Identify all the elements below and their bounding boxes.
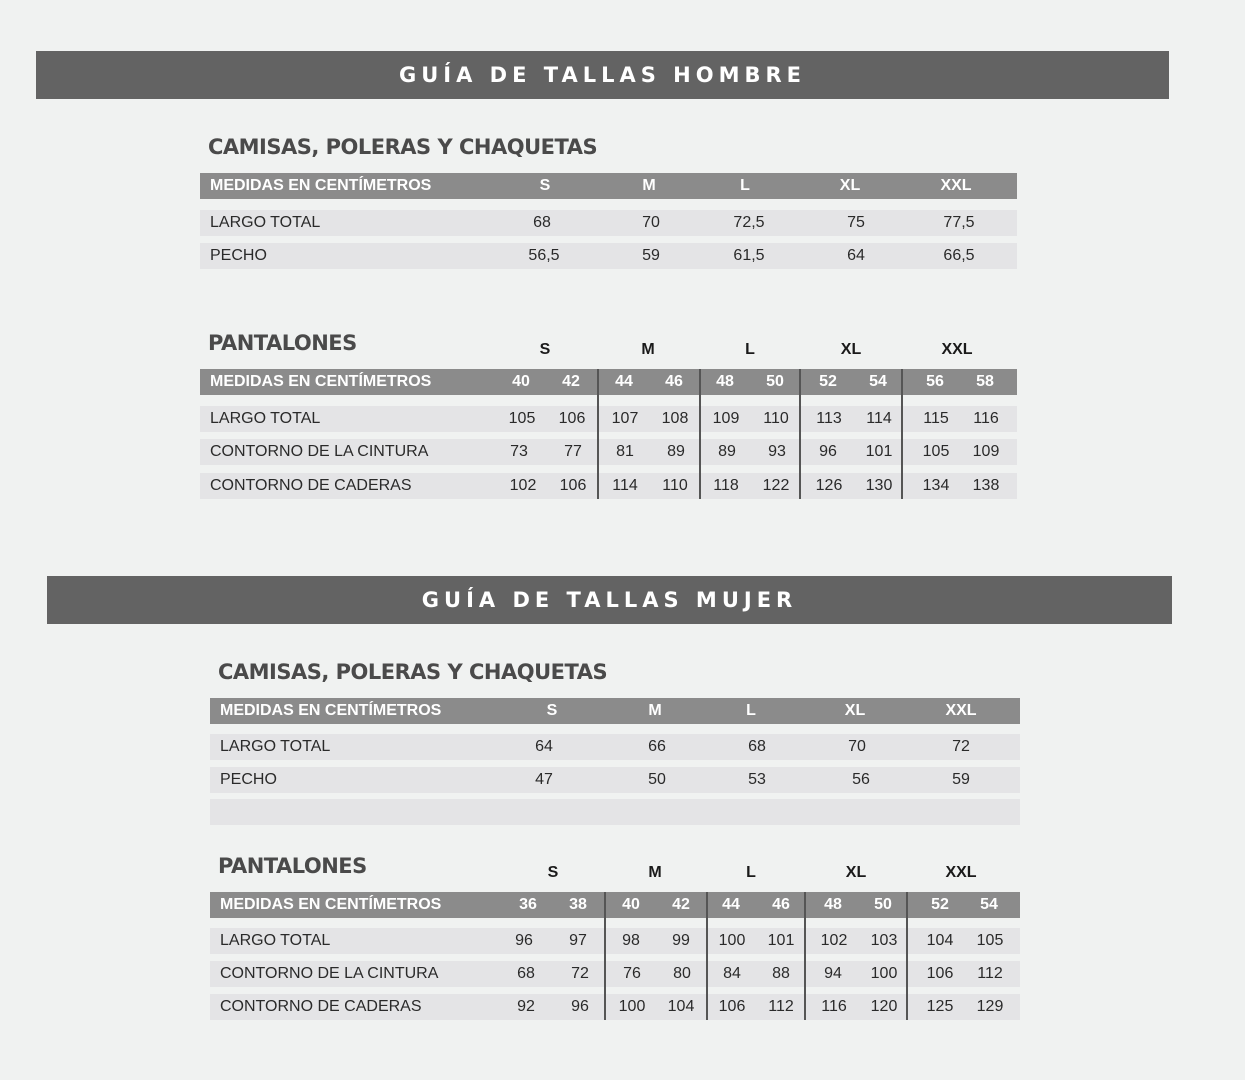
size-divider [706,892,708,1020]
size-number: 42 [562,373,580,390]
cell: 80 [673,965,691,982]
row-label: LARGO TOTAL [220,932,331,949]
cell: 126 [815,477,843,494]
size-xxl: XXL [940,177,972,194]
cell: 120 [870,998,898,1015]
size-number: 58 [976,373,994,390]
size-label-xxl: XXL [941,341,973,358]
cell: 96 [819,443,837,460]
size-number: 44 [722,896,740,913]
cell: 106 [926,965,954,982]
size-m: M [648,702,662,719]
table-row [200,210,1017,236]
cell: 115 [923,410,949,427]
row-label: LARGO TOTAL [220,738,331,755]
cell: 108 [661,410,689,427]
cell: 114 [866,410,892,427]
cell: 64 [847,247,865,264]
cell: 134 [922,477,950,494]
cell: 109 [972,443,1000,460]
cell: 75 [847,214,865,231]
table-row [200,243,1017,269]
banner-mujer: GUÍA DE TALLAS MUJER [47,576,1172,624]
cell: 99 [672,932,690,949]
cell: 106 [718,998,746,1015]
table-row [210,734,1020,760]
cell: 97 [569,932,587,949]
size-number: 36 [519,896,537,913]
size-label-xl: XL [840,341,862,358]
size-xl: XL [839,177,861,194]
cell: 76 [623,965,641,982]
size-label-xl: XL [845,864,867,881]
size-s: S [546,702,558,719]
cell: 109 [712,410,740,427]
size-xl: XL [844,702,866,719]
size-label-l: L [745,341,755,358]
cell: 104 [667,998,695,1015]
table-header [210,698,1020,724]
size-l: L [740,177,750,194]
cell: 56,5 [528,247,560,264]
cell: 96 [571,998,589,1015]
cell: 106 [559,477,587,494]
cell: 113 [816,410,842,427]
cell: 125 [926,998,954,1015]
cell: 94 [824,965,842,982]
size-s: S [539,177,551,194]
table-row [210,767,1020,793]
cell: 72,5 [733,214,765,231]
cell: 70 [642,214,660,231]
cell: 68 [533,214,551,231]
size-label-s: S [547,864,559,881]
cell: 100 [870,965,898,982]
cell: 68 [517,965,535,982]
cell: 66 [648,738,666,755]
cell: 100 [618,998,646,1015]
cell: 66,5 [943,247,975,264]
row-label: PECHO [220,771,277,788]
cell: 88 [772,965,790,982]
table-header [210,892,1020,918]
cell: 89 [667,443,685,460]
size-divider [699,369,701,499]
row-label: CONTORNO DE CADERAS [210,477,412,494]
row-label: LARGO TOTAL [210,214,321,231]
header-label: MEDIDAS EN CENTÍMETROS [220,702,442,719]
cell: 92 [517,998,535,1015]
cell: 106 [558,410,586,427]
cell: 105 [976,932,1004,949]
cell: 70 [848,738,866,755]
section-title-pantalones-mujer: PANTALONES [218,854,367,878]
cell: 107 [611,410,639,427]
cell: 50 [648,771,666,788]
table-row [210,928,1020,954]
cell: 130 [865,477,893,494]
size-number: 44 [615,373,633,390]
table-pantalones-hombre [200,369,1017,499]
table-row [200,473,1017,499]
cell: 122 [762,477,790,494]
size-number: 38 [569,896,587,913]
cell: 77,5 [943,214,975,231]
cell: 59 [642,247,660,264]
row-label: CONTORNO DE LA CINTURA [220,965,439,982]
cell: 116 [821,998,847,1015]
size-number: 56 [926,373,944,390]
row-label: CONTORNO DE CADERAS [220,998,422,1015]
size-divider [604,892,606,1020]
row-label: CONTORNO DE LA CINTURA [210,443,429,460]
section-title-camisas-hombre: CAMISAS, POLERAS Y CHAQUETAS [208,135,598,159]
table-row [210,994,1020,1020]
size-number: 54 [869,373,887,390]
size-label-m: M [641,341,655,358]
cell: 112 [977,965,1003,982]
cell: 112 [768,998,794,1015]
cell: 105 [922,443,950,460]
size-number: 40 [622,896,640,913]
size-number: 46 [665,373,683,390]
size-m: M [642,177,656,194]
size-number: 42 [672,896,690,913]
size-number: 54 [980,896,998,913]
size-label-xxl: XXL [945,864,977,881]
cell: 73 [510,443,528,460]
table-camisas-mujer [210,698,1020,825]
size-divider [804,892,806,1020]
cell: 102 [509,477,537,494]
cell: 116 [973,410,999,427]
table-header [200,173,1017,199]
cell: 59 [952,771,970,788]
header-label: MEDIDAS EN CENTÍMETROS [220,896,442,913]
size-number: 40 [512,373,530,390]
size-label-m: M [648,864,662,881]
table-row-empty [210,799,1020,825]
cell: 105 [508,410,536,427]
row-label: LARGO TOTAL [210,410,321,427]
size-number: 52 [819,373,837,390]
cell: 110 [662,477,688,494]
cell: 84 [723,965,741,982]
table-row [200,406,1017,432]
size-divider [901,369,903,499]
table-row [210,961,1020,987]
cell: 114 [612,477,638,494]
cell: 110 [763,410,789,427]
cell: 101 [767,932,795,949]
cell: 77 [564,443,582,460]
cell: 118 [713,477,739,494]
size-number: 48 [716,373,734,390]
row-label: PECHO [210,247,267,264]
size-xxl: XXL [945,702,977,719]
cell: 68 [748,738,766,755]
cell: 129 [976,998,1004,1015]
table-header [200,369,1017,395]
size-number: 46 [772,896,790,913]
cell: 61,5 [733,247,765,264]
cell: 47 [535,771,553,788]
size-number: 50 [874,896,892,913]
size-number: 52 [931,896,949,913]
section-title-pantalones-hombre: PANTALONES [208,331,357,355]
size-number: 50 [766,373,784,390]
cell: 103 [870,932,898,949]
size-divider [906,892,908,1020]
header-label: MEDIDAS EN CENTÍMETROS [210,373,432,390]
cell: 72 [952,738,970,755]
cell: 72 [571,965,589,982]
banner-hombre: GUÍA DE TALLAS HOMBRE [36,51,1169,99]
cell: 98 [622,932,640,949]
cell: 64 [535,738,553,755]
cell: 81 [616,443,634,460]
cell: 102 [820,932,848,949]
cell: 100 [718,932,746,949]
cell: 104 [926,932,954,949]
cell: 53 [748,771,766,788]
size-number: 48 [824,896,842,913]
size-label-s: S [539,341,551,358]
cell: 93 [768,443,786,460]
cell: 138 [972,477,1000,494]
table-row [200,439,1017,465]
section-title-camisas-mujer: CAMISAS, POLERAS Y CHAQUETAS [218,660,608,684]
size-l: L [746,702,756,719]
size-divider [799,369,801,499]
table-pantalones-mujer [210,892,1020,1020]
cell: 89 [718,443,736,460]
table-camisas-hombre [200,173,1017,269]
size-label-l: L [746,864,756,881]
cell: 101 [865,443,893,460]
cell: 96 [515,932,533,949]
header-label: MEDIDAS EN CENTÍMETROS [210,177,432,194]
size-divider [597,369,599,499]
cell: 56 [852,771,870,788]
